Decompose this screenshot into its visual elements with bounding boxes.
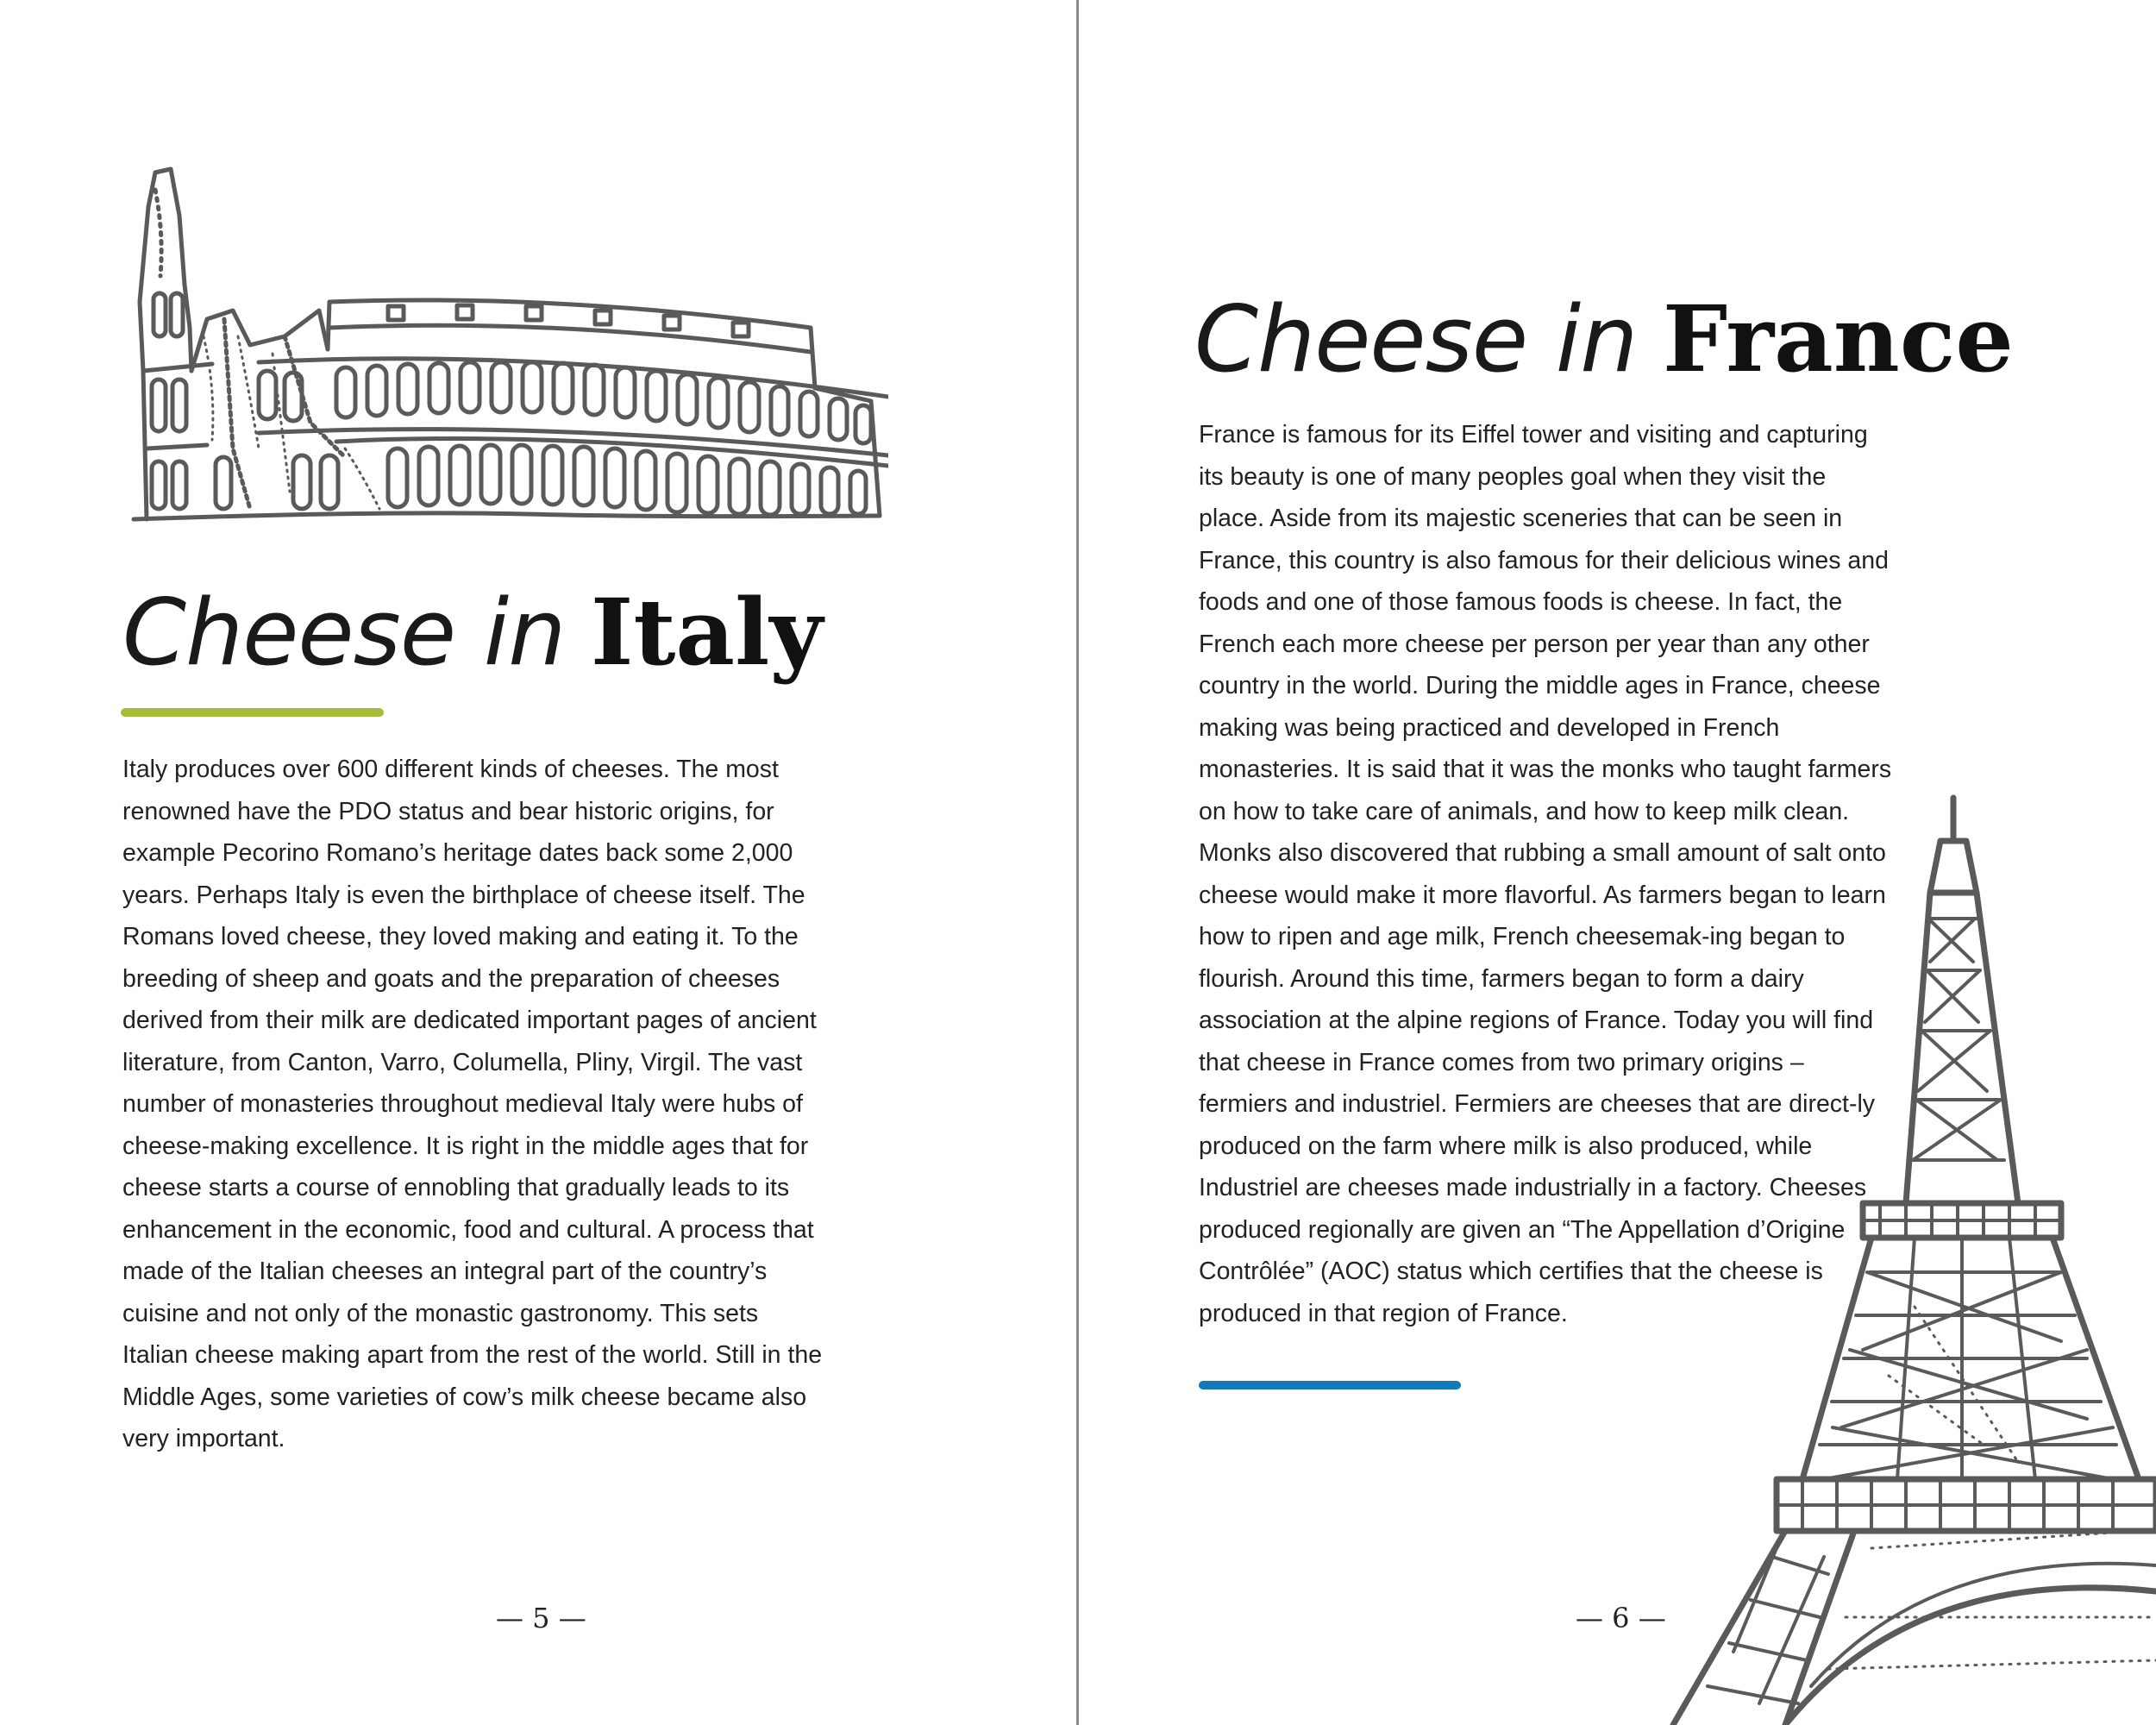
italy-title-light: Cheese in	[122, 580, 566, 686]
france-title-light: Cheese in	[1194, 286, 1638, 392]
page-right-france	[1080, 0, 2156, 1725]
page-number-6: — 6 —	[1576, 1602, 1666, 1634]
italy-title	[122, 578, 823, 686]
italy-body-text: Italy produces over 600 different kinds of cheeses. The most renowned have the PDO status and bear historic origins, for example Pecorino Romano’s heritage dates back some 2,000 years. Perhaps Italy is even the birthplace of cheese itself. The Romans loved cheese, they loved making and eating it. To the breeding of sheep and goats and the preparation of cheeses derived from their milk are dedicated important pages of ancient literature, from Canton, Varro, Columella, Pliny, Virgil. The vast number of monasteries throughout medieval Italy were hubs of cheese-making excellence. It is right in the middle ages that for cheese starts a course of ennobling that gradually leads to its enhancement in the economic, food and cultural. A process that made of the Italian cheeses an integral part of the country’s cuisine and not only of the monastic gastronomy. This sets Italian cheese making apart from the rest of the world. Still in the Middle Ages, some varieties of cow’s milk cheese became also very important.	[122, 756, 823, 1452]
france-title-bold: France	[1662, 285, 2014, 392]
italy-title-bold: Italy	[590, 578, 823, 686]
colosseum-illustration	[129, 164, 888, 535]
france-accent-rule	[1199, 1381, 1461, 1389]
book-gutter	[1076, 0, 1079, 1725]
italy-accent-rule	[121, 708, 384, 717]
france-title	[1194, 285, 2014, 392]
page-number-5: — 5 —	[496, 1602, 586, 1634]
france-body-text: France is famous for its Eiffel tower and visiting and capturing its beauty is one of many peoples goal when they visit the place. Aside from its majestic sceneries that can be seen in France, this country is also famous for their delicious wines and foods and one of those famous foods is cheese. In fact, the French each more cheese per person per year than any other country in the world. During the middle ages in France, cheese making was being practiced and developed in French monasteries. It is said that it was the monks who taught farmers on how to take care of animals, and how to keep milk clean. Monks also discovered that rubbing a small amount of salt onto cheese would make it more flavorful. As farmers began to learn how to ripen and age milk, French cheesemak-ing began to flourish. Around this time, farmers began to form a dairy association at the alpine regions of France. Today you will find that cheese in France comes from two primary origins – fermiers and industriel. Fermiers are cheeses that are direct-ly produced on the farm where milk is also produced, while Industriel are cheeses made industrially in a factory. Cheeses produced regionally are given an “The Appellation d’Origine Contrôlée” (AOC) status which certifies that the cheese is produced in that region of France.	[1199, 421, 1892, 1327]
